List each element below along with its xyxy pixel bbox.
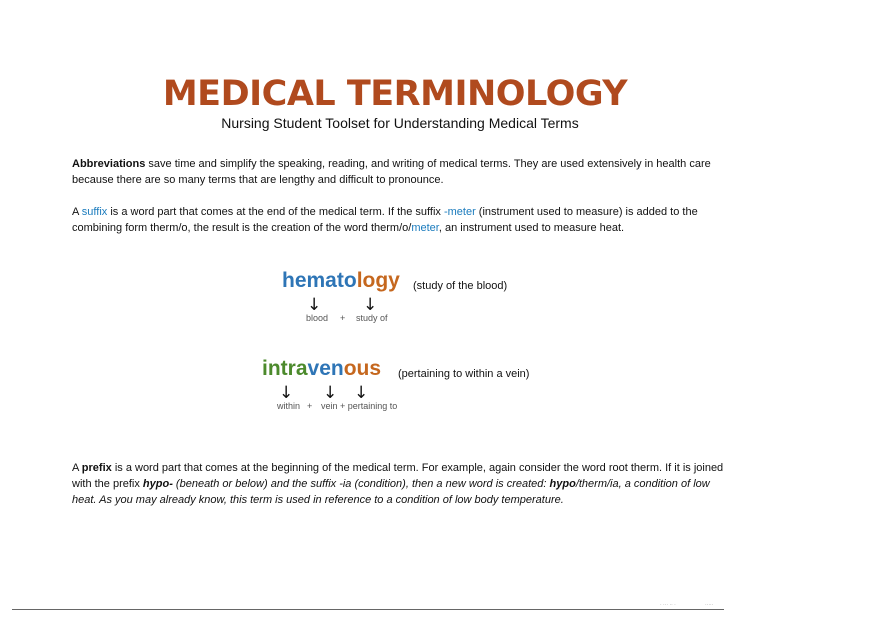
suffix-text-2: is a word part that comes at the end of the medical term. If the suffix xyxy=(107,206,444,218)
page-title: MEDICAL TERMINOLOGY xyxy=(162,74,628,114)
example-word-intravenous xyxy=(262,356,381,382)
suffix-term: suffix xyxy=(81,206,108,218)
word-part-label-vein-pertaining-to: vein + pertaining to xyxy=(321,401,398,411)
word-part-logy: logy xyxy=(356,269,400,292)
prefix-text-4: /therm/ia, a condition of low heat. As you may already know, this term is used in reference to a condition of low body temperature. xyxy=(72,478,710,506)
meter-suffix-2: meter xyxy=(411,222,439,234)
arrow-down-icon: ↓ xyxy=(354,383,369,403)
word-part-label-within: within xyxy=(277,401,301,411)
suffix-text-1: A xyxy=(72,206,82,218)
arrow-down-icon: ↓ xyxy=(307,295,322,315)
prefix-paragraph xyxy=(72,460,732,508)
hypo-prefix-2: hypo xyxy=(549,478,576,490)
footer-rule xyxy=(12,609,724,610)
word-part-label-study-of: study of xyxy=(356,313,388,323)
arrow-down-icon: ↓ xyxy=(323,383,338,403)
word-part-hemato: hemato xyxy=(282,269,357,292)
plus-sign: + xyxy=(340,313,346,323)
arrow-down-icon: ↓ xyxy=(363,295,378,315)
page-subtitle: Nursing Student Toolset for Understanding Medical Terms xyxy=(221,115,579,131)
prefix-text-2: is a word part that comes at the beginning of the medical term. For example, again consider the word root therm. If it is joined with the prefix xyxy=(72,462,724,490)
footer-mark: · ··· ·· · xyxy=(660,602,676,608)
prefix-text-3: (beneath or below) and the suffix -ia (condition), then a new word is created: xyxy=(172,478,550,490)
abbreviations-term: Abbreviations xyxy=(72,158,146,170)
suffix-paragraph xyxy=(72,204,732,236)
plus-sign: + xyxy=(307,401,313,411)
footer-mark: ····· xyxy=(705,602,714,608)
word-part-ven: ven xyxy=(307,357,344,380)
abbreviations-paragraph xyxy=(72,156,732,188)
hematology-definition: (study of the blood) xyxy=(413,280,508,292)
suffix-text-3: (instrument used to measure) is added to the combining form therm/o, the result is the creation of the word therm/o/ xyxy=(72,206,698,234)
arrow-down-icon: ↓ xyxy=(279,383,294,403)
prefix-term: prefix xyxy=(81,462,112,474)
intravenous-definition: (pertaining to within a vein) xyxy=(398,368,530,380)
abbreviations-text: save time and simplify the speaking, reading, and writing of medical terms. They are used extensively in health care because there are so many terms that are lengthy and difficult to pronounce. xyxy=(72,158,711,186)
word-part-ous: ous xyxy=(343,357,382,380)
suffix-text-4: , an instrument used to measure heat. xyxy=(438,222,625,234)
word-part-intra: intra xyxy=(262,357,308,380)
hypo-prefix: hypo- xyxy=(142,478,173,490)
prefix-text-1: A xyxy=(72,462,82,474)
example-word-hematology xyxy=(282,268,400,294)
word-part-label-blood: blood xyxy=(306,313,329,323)
meter-suffix: -meter xyxy=(443,206,476,218)
